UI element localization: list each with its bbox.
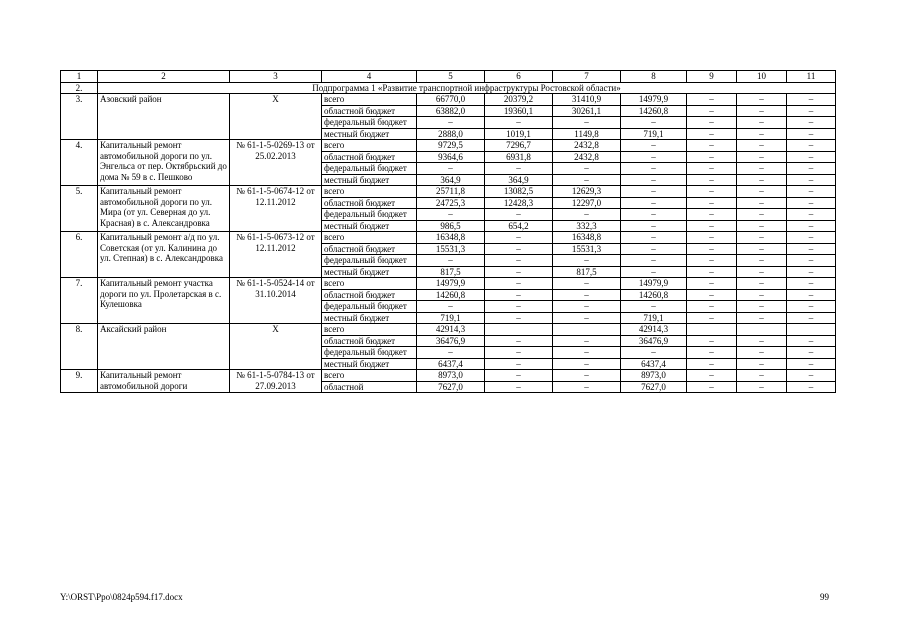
value-cell: – <box>485 255 553 267</box>
value-cell: – <box>737 358 787 370</box>
value-cell: – <box>737 381 787 393</box>
value-cell: 364,9 <box>485 174 553 186</box>
value-cell: – <box>553 174 621 186</box>
value-cell: 2432,8 <box>553 151 621 163</box>
value-cell: – <box>737 209 787 221</box>
value-cell: – <box>485 301 553 313</box>
funding-source-label: областной бюджет <box>322 289 417 301</box>
value-cell: 2888,0 <box>417 128 485 140</box>
header-cell: 2 <box>98 71 230 83</box>
entry-name: Аксайский район <box>98 324 230 370</box>
value-cell: 6437,4 <box>417 358 485 370</box>
value-cell: – <box>485 266 553 278</box>
value-cell: 16348,8 <box>417 232 485 244</box>
entry-number: 8. <box>61 324 98 370</box>
value-cell: – <box>787 312 836 324</box>
value-cell: 14260,8 <box>621 105 687 117</box>
header-cell: 9 <box>687 71 737 83</box>
funding-source-label: федеральный бюджет <box>322 209 417 221</box>
value-cell: – <box>787 128 836 140</box>
value-cell: – <box>621 255 687 267</box>
funding-source-label: федеральный бюджет <box>322 255 417 267</box>
value-cell: 986,5 <box>417 220 485 232</box>
value-cell: – <box>787 358 836 370</box>
value-cell: – <box>787 197 836 209</box>
value-cell: – <box>737 117 787 129</box>
value-cell <box>553 324 621 336</box>
value-cell: – <box>621 232 687 244</box>
value-cell: – <box>621 163 687 175</box>
value-cell: 9364,6 <box>417 151 485 163</box>
funding-source-label: всего <box>322 186 417 198</box>
subprogram-row <box>61 82 836 94</box>
header-cell: 6 <box>485 71 553 83</box>
value-cell: – <box>553 278 621 290</box>
funding-source-label: всего <box>322 140 417 152</box>
value-cell: – <box>787 301 836 313</box>
funding-source-label: областной бюджет <box>322 105 417 117</box>
entry-number: 4. <box>61 140 98 186</box>
value-cell: – <box>485 243 553 255</box>
value-cell: – <box>737 232 787 244</box>
value-cell: – <box>417 163 485 175</box>
value-cell: – <box>787 289 836 301</box>
value-cell: – <box>621 197 687 209</box>
value-cell: – <box>417 117 485 129</box>
entry-name: Азовский район <box>98 94 230 140</box>
value-cell: – <box>621 243 687 255</box>
value-cell: 6437,4 <box>621 358 687 370</box>
value-cell: – <box>787 266 836 278</box>
value-cell: – <box>687 151 737 163</box>
value-cell: 42914,3 <box>417 324 485 336</box>
table-row <box>61 370 836 382</box>
funding-source-label: федеральный бюджет <box>322 117 417 129</box>
value-cell: 42914,3 <box>621 324 687 336</box>
value-cell: – <box>621 117 687 129</box>
entry-number: 6. <box>61 232 98 278</box>
value-cell: – <box>687 220 737 232</box>
value-cell: – <box>553 312 621 324</box>
value-cell: – <box>787 347 836 359</box>
header-cell: 5 <box>417 71 485 83</box>
value-cell: – <box>687 301 737 313</box>
value-cell: 719,1 <box>621 312 687 324</box>
value-cell: – <box>737 105 787 117</box>
value-cell: – <box>737 312 787 324</box>
value-cell: – <box>621 140 687 152</box>
funding-source-label: местный бюджет <box>322 266 417 278</box>
funding-source-label: всего <box>322 370 417 382</box>
value-cell: – <box>621 174 687 186</box>
entry-name: Капитальный ремонт а/д по ул. Советская (от ул. Калинина до ул. Степная) в с. Александровка <box>98 232 230 278</box>
value-cell: 719,1 <box>621 128 687 140</box>
entry-name: Капитальный ремонт автомобильной дороги <box>98 370 230 393</box>
value-cell: 332,3 <box>553 220 621 232</box>
value-cell: – <box>687 197 737 209</box>
value-cell: – <box>687 255 737 267</box>
value-cell: – <box>485 117 553 129</box>
value-cell: – <box>485 163 553 175</box>
value-cell <box>687 324 737 336</box>
value-cell: – <box>687 370 737 382</box>
funding-source-label: местный бюджет <box>322 128 417 140</box>
value-cell: 13082,5 <box>485 186 553 198</box>
funding-source-label: местный бюджет <box>322 220 417 232</box>
funding-source-label: федеральный бюджет <box>322 301 417 313</box>
value-cell: 719,1 <box>417 312 485 324</box>
value-cell: – <box>687 117 737 129</box>
value-cell: 15531,3 <box>417 243 485 255</box>
entry-number: 7. <box>61 278 98 324</box>
value-cell <box>787 324 836 336</box>
value-cell: – <box>737 163 787 175</box>
value-cell: – <box>485 335 553 347</box>
value-cell: 817,5 <box>417 266 485 278</box>
value-cell: – <box>787 255 836 267</box>
value-cell: 20379,2 <box>485 94 553 106</box>
value-cell: 14979,9 <box>417 278 485 290</box>
value-cell: – <box>687 289 737 301</box>
value-cell: 6931,8 <box>485 151 553 163</box>
value-cell: 24725,3 <box>417 197 485 209</box>
value-cell: – <box>621 209 687 221</box>
funding-source-label: местный бюджет <box>322 312 417 324</box>
value-cell: – <box>787 335 836 347</box>
funding-source-label: всего <box>322 232 417 244</box>
value-cell: – <box>737 220 787 232</box>
header-cell: 4 <box>322 71 417 83</box>
funding-source-label: всего <box>322 324 417 336</box>
value-cell: – <box>737 255 787 267</box>
value-cell: – <box>687 163 737 175</box>
value-cell: 654,2 <box>485 220 553 232</box>
value-cell: – <box>553 347 621 359</box>
value-cell: 12629,3 <box>553 186 621 198</box>
value-cell: – <box>417 209 485 221</box>
value-cell: – <box>737 197 787 209</box>
value-cell: 25711,8 <box>417 186 485 198</box>
value-cell: – <box>737 140 787 152</box>
entry-document: Х <box>230 94 322 140</box>
funding-source-label: областной <box>322 381 417 393</box>
funding-source-label: всего <box>322 94 417 106</box>
value-cell: – <box>737 278 787 290</box>
value-cell: – <box>787 209 836 221</box>
value-cell: 36476,9 <box>417 335 485 347</box>
entry-document: № 61-1-5-0269-13 от 25.02.2013 <box>230 140 322 186</box>
funding-source-label: всего <box>322 278 417 290</box>
value-cell: – <box>687 266 737 278</box>
value-cell: – <box>553 289 621 301</box>
value-cell: – <box>553 209 621 221</box>
value-cell: – <box>553 370 621 382</box>
footer-file-path: Y:\ORST\Ppo\0824p594.f17.docx <box>60 592 183 602</box>
value-cell: 14260,8 <box>417 289 485 301</box>
value-cell: – <box>553 163 621 175</box>
value-cell: – <box>485 232 553 244</box>
value-cell: – <box>621 347 687 359</box>
value-cell: 1149,8 <box>553 128 621 140</box>
value-cell: – <box>737 94 787 106</box>
value-cell: – <box>485 289 553 301</box>
funding-source-label: областной бюджет <box>322 151 417 163</box>
value-cell: – <box>553 301 621 313</box>
footer-page-number: 99 <box>820 592 829 602</box>
header-cell: 8 <box>621 71 687 83</box>
entry-name: Капитальный ремонт участка дороги по ул. Пролетарская в с. Кулешовка <box>98 278 230 324</box>
header-cell: 11 <box>787 71 836 83</box>
value-cell: 2432,8 <box>553 140 621 152</box>
value-cell: – <box>737 335 787 347</box>
value-cell: – <box>553 117 621 129</box>
value-cell: – <box>737 347 787 359</box>
value-cell: – <box>737 266 787 278</box>
funding-source-label: областной бюджет <box>322 243 417 255</box>
value-cell: 12428,3 <box>485 197 553 209</box>
header-row <box>61 71 836 83</box>
entry-document: № 61-1-5-0524-14 от 31.10.2014 <box>230 278 322 324</box>
value-cell: – <box>687 174 737 186</box>
value-cell: – <box>553 381 621 393</box>
value-cell: – <box>553 358 621 370</box>
header-cell: 3 <box>230 71 322 83</box>
value-cell: 31410,9 <box>553 94 621 106</box>
budget-table <box>60 70 836 393</box>
value-cell: – <box>687 347 737 359</box>
value-cell: 817,5 <box>553 266 621 278</box>
value-cell: – <box>737 174 787 186</box>
value-cell: – <box>687 381 737 393</box>
funding-source-label: федеральный бюджет <box>322 163 417 175</box>
value-cell: 9729,5 <box>417 140 485 152</box>
value-cell: 14979,9 <box>621 278 687 290</box>
value-cell: 63882,0 <box>417 105 485 117</box>
value-cell: – <box>787 186 836 198</box>
value-cell: 364,9 <box>417 174 485 186</box>
value-cell: – <box>687 128 737 140</box>
value-cell: – <box>687 94 737 106</box>
header-cell: 1 <box>61 71 98 83</box>
table-row <box>61 278 836 290</box>
value-cell: – <box>621 151 687 163</box>
value-cell: – <box>787 243 836 255</box>
value-cell: 66770,0 <box>417 94 485 106</box>
value-cell: – <box>687 186 737 198</box>
value-cell: – <box>417 301 485 313</box>
value-cell: 14260,8 <box>621 289 687 301</box>
value-cell: – <box>485 209 553 221</box>
value-cell: – <box>621 266 687 278</box>
value-cell: – <box>485 278 553 290</box>
value-cell <box>485 324 553 336</box>
value-cell: – <box>485 358 553 370</box>
value-cell: 12297,0 <box>553 197 621 209</box>
value-cell: – <box>553 255 621 267</box>
value-cell: – <box>787 220 836 232</box>
budget-table-body <box>61 71 836 393</box>
value-cell: – <box>687 209 737 221</box>
entry-document: № 61-1-5-0673-12 от 12.11.2012 <box>230 232 322 278</box>
funding-source-label: местный бюджет <box>322 358 417 370</box>
funding-source-label: местный бюджет <box>322 174 417 186</box>
value-cell: – <box>417 347 485 359</box>
value-cell: – <box>787 278 836 290</box>
value-cell: – <box>687 278 737 290</box>
table-row <box>61 140 836 152</box>
funding-source-label: областной бюджет <box>322 197 417 209</box>
value-cell: 19360,1 <box>485 105 553 117</box>
entry-document: № 61-1-5-0784-13 от 27.09.2013 <box>230 370 322 393</box>
value-cell: – <box>787 370 836 382</box>
table-row <box>61 186 836 198</box>
value-cell: 16348,8 <box>553 232 621 244</box>
value-cell: – <box>687 140 737 152</box>
value-cell: – <box>787 140 836 152</box>
value-cell: – <box>687 105 737 117</box>
table-row <box>61 94 836 106</box>
budget-table-sheet <box>60 70 836 393</box>
value-cell: – <box>787 151 836 163</box>
value-cell: – <box>787 163 836 175</box>
value-cell: 8973,0 <box>621 370 687 382</box>
value-cell: – <box>787 94 836 106</box>
value-cell: 7627,0 <box>621 381 687 393</box>
value-cell: 30261,1 <box>553 105 621 117</box>
value-cell: – <box>737 151 787 163</box>
value-cell: – <box>787 232 836 244</box>
table-row <box>61 232 836 244</box>
header-cell: 10 <box>737 71 787 83</box>
value-cell: – <box>787 117 836 129</box>
funding-source-label: федеральный бюджет <box>322 347 417 359</box>
entry-name: Капитальный ремонт автомобильной дороги по ул. Энгельса от пер. Октябрьский до дома № 59 в с. Пешково <box>98 140 230 186</box>
funding-source-label: областной бюджет <box>322 335 417 347</box>
value-cell: – <box>485 347 553 359</box>
value-cell: – <box>787 381 836 393</box>
value-cell: 15531,3 <box>553 243 621 255</box>
value-cell: 36476,9 <box>621 335 687 347</box>
value-cell: – <box>621 301 687 313</box>
value-cell: – <box>737 289 787 301</box>
subprogram-number: 2. <box>61 82 98 94</box>
value-cell: – <box>485 312 553 324</box>
value-cell: – <box>737 128 787 140</box>
value-cell: – <box>787 105 836 117</box>
value-cell: 14979,9 <box>621 94 687 106</box>
value-cell: – <box>485 370 553 382</box>
value-cell: – <box>687 243 737 255</box>
table-row <box>61 324 836 336</box>
header-cell: 7 <box>553 71 621 83</box>
entry-name: Капитальный ремонт автомобильной дороги по ул. Мира (от ул. Северная до ул. Красная) в с. Александровка <box>98 186 230 232</box>
value-cell <box>737 324 787 336</box>
value-cell: – <box>553 335 621 347</box>
value-cell: 8973,0 <box>417 370 485 382</box>
value-cell: – <box>485 381 553 393</box>
value-cell: – <box>621 220 687 232</box>
value-cell: – <box>687 335 737 347</box>
value-cell: 7627,0 <box>417 381 485 393</box>
entry-number: 9. <box>61 370 98 393</box>
entry-number: 5. <box>61 186 98 232</box>
value-cell: – <box>737 370 787 382</box>
value-cell: – <box>737 243 787 255</box>
value-cell: – <box>687 232 737 244</box>
value-cell: – <box>737 186 787 198</box>
entry-document: Х <box>230 324 322 370</box>
value-cell: – <box>787 174 836 186</box>
value-cell: 7296,7 <box>485 140 553 152</box>
value-cell: – <box>621 186 687 198</box>
value-cell: 1019,1 <box>485 128 553 140</box>
value-cell: – <box>687 358 737 370</box>
value-cell: – <box>737 301 787 313</box>
entry-document: № 61-1-5-0674-12 от 12.11.2012 <box>230 186 322 232</box>
entry-number: 3. <box>61 94 98 140</box>
value-cell: – <box>687 312 737 324</box>
value-cell: – <box>417 255 485 267</box>
subprogram-title: Подпрограмма 1 «Развитие транспортной инфраструктуры Ростовской области» <box>98 82 836 94</box>
